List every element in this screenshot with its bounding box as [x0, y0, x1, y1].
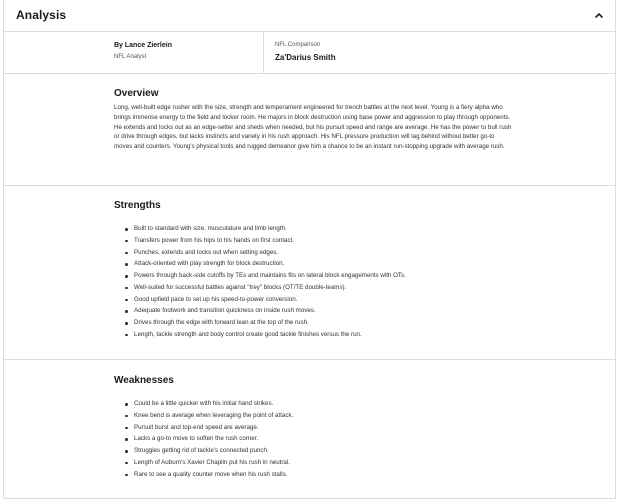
list-item: Powers through back-side cutoffs by TEs and maintains fits on lateral block engagements with OTs.: [134, 270, 406, 282]
list-item: Adequate footwork and transition quickness on inside rush moves.: [134, 305, 406, 317]
list-item: Knee bend is average when leveraging the point of attack.: [134, 410, 293, 422]
list-item: Pursuit burst and top-end speed are average.: [134, 422, 293, 434]
strengths-list: [114, 223, 406, 341]
list-item: Length, tackle strength and body control create good tackle finishes versus the run.: [134, 329, 406, 341]
overview-title: Overview: [114, 88, 159, 99]
divider: [263, 31, 264, 73]
overview-section: [4, 73, 615, 186]
strengths-section: [4, 186, 615, 360]
list-item: Well-suited for successful battles against "trey" blocks (OT/TE double-teams).: [134, 282, 406, 294]
list-item: Could be a little quicker with his initial hand strikes.: [134, 398, 293, 410]
list-item: Transfers power from his hips to his hands on first contact.: [134, 235, 406, 247]
weaknesses-section: [4, 360, 615, 499]
list-item: Attack-oriented with play strength for block destruction.: [134, 258, 406, 270]
overview-text: Long, well-built edge rusher with the size, strength and temperament engineered for trench battles at the next level. Young is a fiery alpha who brings immense energy to the field and locker room. He majors in block destruction using base power and aggression to play through opponents. He extends and locks out as an edge-setter and sheds when needed, but his pursuit speed and range are average. He has the power to bull rush or drive through edges, but lacks instincts and variety in his rush approach. His NFL pressure production will lag behind without better go-to moves and counters. Young's physical tools and rugged demeanor give him a chance to be an instant run-stopping upgrade with average rush.: [114, 104, 512, 151]
comparison-name: Za'Darius Smith: [275, 53, 336, 62]
list-item: Length of Auburn's Xavier Chaplin put his rush in neutral.: [134, 457, 293, 469]
weaknesses-list: [114, 398, 293, 480]
strengths-title: Strengths: [114, 200, 161, 211]
author-role: NFL Analyst: [114, 54, 147, 60]
chevron-up-icon[interactable]: [593, 9, 605, 21]
list-item: Rare to see a quality counter move when his rush stalls.: [134, 469, 293, 481]
analysis-header[interactable]: [4, 0, 615, 32]
list-item: Built to standard with size, musculature and limb length.: [134, 223, 406, 235]
list-item: Drives through the edge with forward lean at the top of the rush.: [134, 317, 406, 329]
author-comparison-row: [4, 31, 615, 74]
list-item: Good upfield pace to set up his speed-to-power conversion.: [134, 294, 406, 306]
list-item: Punches, extends and locks out when setting edges.: [134, 247, 406, 259]
list-item: Struggles getting rid of tackle's connected punch.: [134, 445, 293, 457]
panel-title: Analysis: [16, 8, 67, 22]
list-item: Lacks a go-to move to soften the rush corner.: [134, 433, 293, 445]
analysis-panel: [3, 0, 616, 499]
comparison-label: NFL Comparison: [275, 42, 321, 48]
author-name: By Lance Zierlein: [114, 42, 172, 49]
weaknesses-title: Weaknesses: [114, 375, 174, 386]
